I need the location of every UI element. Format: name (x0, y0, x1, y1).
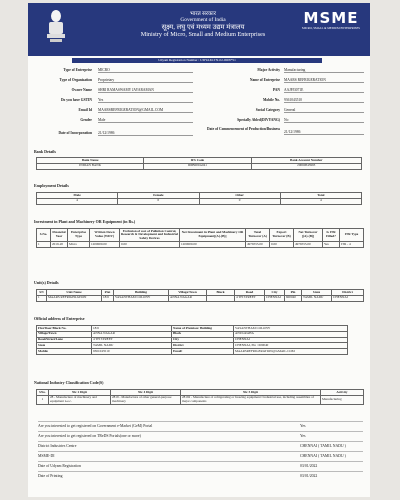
table-cell: VASANTHAM COLONY (114, 295, 169, 301)
bank-table (36, 157, 362, 170)
detail-value: MICRO (98, 68, 193, 73)
msme-logo (299, 10, 363, 36)
detail-label: Date of Incorporation (58, 131, 92, 135)
address-section-title: Official address of Enterprise (34, 316, 85, 321)
address-label: Name of Premises/ Building (172, 326, 234, 332)
column-header: Enterprise Type (68, 229, 90, 242)
address-value: 18/6 (92, 326, 172, 332)
detail-value: Proprietary (98, 78, 193, 83)
column-header: Nic 4 Digit (111, 390, 181, 396)
address-value: CHENNAI (234, 337, 348, 343)
table-cell: Micro (68, 242, 90, 248)
column-header: Female (118, 193, 199, 199)
column-header: SN (37, 290, 47, 296)
table-row (37, 295, 364, 301)
info-answer: CHENNAI ( TAMIL NADU ) (300, 454, 346, 458)
table-cell: ANNA NAGAR (169, 295, 207, 301)
nic-table (36, 389, 364, 405)
table-cell: Yes (323, 242, 340, 248)
column-header: Village/Town (169, 290, 207, 296)
column-header: Unit Name (47, 290, 102, 296)
column-header: SNo. (37, 390, 49, 396)
column-header: Other (199, 193, 280, 199)
detail-value: 21/12/1986 (98, 131, 193, 136)
column-header: Total (280, 193, 361, 199)
table-cell: 1200000.00 (90, 242, 120, 248)
table-cell: 0.00 (120, 242, 180, 248)
detail-label: PAN (272, 88, 280, 92)
address-label: City (172, 337, 234, 343)
table-cell: Manufacturing (321, 395, 364, 405)
certificate-header (28, 3, 370, 56)
info-question: District Industries Centre (38, 444, 77, 448)
detail-value: Yes (98, 98, 193, 103)
column-header: Block (207, 290, 235, 296)
table-cell: ITR - 4 (340, 242, 364, 248)
address-label: District (172, 343, 234, 349)
units-section-title: Unit(s) Details (34, 280, 59, 285)
table-cell: 1 (37, 295, 47, 301)
info-question: Date of Printing (38, 474, 63, 478)
table-cell: 4 (280, 198, 361, 204)
address-value: CHENNAI, Pin : 600040 (234, 343, 348, 349)
column-header: State (302, 290, 332, 296)
column-header: Road (235, 290, 265, 296)
address-value: TAMIL NADU (92, 343, 172, 349)
detail-value: Manufacturing (284, 68, 364, 73)
column-header: Net Turnover [(A)-(B)] (294, 229, 323, 242)
column-header: Financial Year (51, 229, 68, 242)
table-cell: CHENNAI (265, 295, 285, 301)
info-row (38, 471, 363, 479)
info-answer: Yes (300, 434, 306, 438)
table-cell: 0 (118, 198, 199, 204)
employment-section-title: Employment Details (34, 183, 69, 188)
info-question: Date of Udyam Registration (38, 464, 81, 468)
column-header: Activity (321, 390, 364, 396)
table-cell: CHENNAI (332, 295, 364, 301)
detail-label: Gender (80, 118, 92, 122)
address-label: State (37, 343, 92, 349)
info-answer: 03/01/2022 (300, 474, 318, 478)
units-table (36, 289, 364, 302)
detail-value: 9361043510 (284, 98, 364, 103)
ministry-english: Ministry of Micro, Small and Medium Enterprises (140, 31, 266, 39)
table-cell: 28192 - Manufacture of refrigerating or freezing equipment f industrial use, including assemblies of major components (181, 395, 321, 405)
msme-logo-mark: MSME (303, 9, 359, 27)
investment-table (36, 228, 364, 248)
detail-label: Mobile No. (263, 98, 280, 102)
info-answer: 03/01/2022 (300, 464, 318, 468)
investment-section-title: Investment in Plant and Machinery OR Equipment (in Rs.) (34, 219, 136, 224)
column-header: Export Turnover (B) (270, 229, 294, 242)
table-cell: 1 (37, 395, 49, 405)
table-cell: TAMIL NADU (302, 295, 332, 301)
column-header: Is ITR Filled? (323, 229, 340, 242)
detail-label: Social Category (255, 108, 280, 112)
table-row (37, 198, 362, 204)
national-emblem-icon (44, 8, 68, 44)
address-label: Mobile (37, 349, 92, 355)
info-row (38, 441, 363, 449)
table-cell: 0.00 (270, 242, 294, 248)
table-cell: 4 (37, 198, 118, 204)
info-row (38, 431, 363, 439)
column-header: Pin (285, 290, 302, 296)
info-row (38, 461, 363, 469)
table-cell: 2819 - Manufacture of other general-purpose machinery (111, 395, 181, 405)
ministry-hindi: सूक्ष्म, लघु एवं मध्यम उद्यम मंत्रालय (161, 23, 245, 31)
info-question: MSME-DI (38, 454, 55, 458)
column-header: Male (37, 193, 118, 199)
detail-label: Type of Enterprise (63, 68, 92, 72)
udyam-certificate (28, 3, 370, 497)
info-row (38, 451, 363, 459)
column-header: Flat (102, 290, 114, 296)
column-header: Nic 2 Digit (49, 390, 111, 396)
detail-value: MAARS REFRIGERATION (284, 78, 364, 83)
column-header: Bank Name (37, 158, 144, 164)
govt-hindi: भारत सरकार (190, 11, 216, 17)
detail-label: Specially Abled(DIVYANG) (237, 118, 280, 122)
table-cell: 0 (199, 198, 280, 204)
table-row (37, 395, 364, 405)
column-header: Exclusion of cost of Pollution Control, Research & Development and Industrial Safety Devices (121, 228, 178, 241)
column-header: Net Investment in Plant and Machinery OR Equipment[(A)-(B)] (180, 229, 246, 242)
table-header-row (37, 229, 364, 242)
table-cell: 4 TH STREET (235, 295, 265, 301)
table-row (37, 163, 362, 169)
detail-value: 21/12/1986 (284, 130, 364, 135)
table-cell: 4976555.00 (246, 242, 270, 248)
detail-value: Male (98, 118, 193, 123)
info-answer: CHENNAI ( TAMIL NADU ) (300, 444, 346, 448)
table-cell: 2019-20 (51, 242, 68, 248)
column-header: Written Down Value (WDV) (90, 229, 120, 242)
detail-value: SHRI RAMASWAMY JAYARAMAN (98, 88, 193, 93)
table-cell: 28 - Manufacture of machinery and equipment n.e.c. (49, 395, 111, 405)
employment-table (36, 192, 362, 205)
address-label: Village/Town (37, 331, 92, 337)
table-cell: IDIB000A041 (144, 163, 251, 169)
detail-label: Email Id (78, 108, 92, 112)
table-row (37, 242, 364, 248)
table-cell: INDIAN BANK (37, 163, 144, 169)
detail-value: General (284, 108, 364, 113)
table-row (37, 349, 348, 355)
detail-label: Name of Enterprise (249, 78, 280, 82)
address-value: MAARSREFRIGERATION@GMAIL.COM (234, 349, 348, 355)
info-question: Are you interested to get registered on Government e-Market (GeM) Portal (38, 424, 153, 428)
address-value: VASANTHAM COLONY (234, 326, 348, 332)
detail-label: Owner Name (71, 88, 92, 92)
info-answer: Yes (300, 424, 306, 428)
table-cell: 20060843993 (251, 163, 362, 169)
column-header: IFS Code (144, 158, 251, 164)
table-cell: 18/6 (102, 295, 114, 301)
govt-english: Government of India (180, 17, 226, 24)
msme-logo-sub: MICRO, SMALL & MEDIUM ENTERPRISES (302, 26, 360, 31)
address-value: ANUGRAHA (234, 331, 348, 337)
detail-label: Major Activity (257, 68, 280, 72)
table-cell: 1200000.00 (180, 242, 246, 248)
address-label: Block (172, 331, 234, 337)
detail-value: AAJPJ3071E (284, 88, 364, 93)
address-label: Flat/Door/Block No. (37, 326, 92, 332)
bank-section-title: Bank Details (34, 149, 56, 154)
detail-label: Do you have GSTIN (60, 98, 92, 102)
table-cell: 1 (37, 242, 51, 248)
column-header: ITR Type (340, 229, 364, 242)
address-value: 9361043510 (92, 349, 172, 355)
table-cell (207, 295, 235, 301)
nic-section-title: National Industry Classification Code(S) (34, 380, 104, 385)
detail-label: Type of Organisation (59, 78, 92, 82)
detail-value: MAARSREFRIGERATION@GMAIL.COM (98, 108, 193, 113)
table-cell: MAARS REFRIGERATION (47, 295, 102, 301)
address-value: ANNA NAGAR (92, 331, 172, 337)
column-header: S.No. (37, 229, 51, 242)
address-label: Email: (172, 349, 234, 355)
column-header: City (265, 290, 285, 296)
info-row (38, 421, 363, 429)
column-header: Total Turnover (A) (246, 229, 270, 242)
address-label: Road/Street/Lane (37, 337, 92, 343)
table-cell: 4976555.00 (294, 242, 323, 248)
info-question: Are you interested to get registered on TReDS Portals(one or more) (38, 434, 141, 438)
detail-value: No (284, 118, 364, 123)
registration-number: Udyam Registration Number : UDYAM-TN-02-0008*51 (72, 58, 322, 63)
column-header: District (332, 290, 364, 296)
column-header: Building (114, 290, 169, 296)
address-value: 4 TH STREET (92, 337, 172, 343)
address-table (36, 325, 348, 355)
column-header: Nic 5 Digit (181, 390, 321, 396)
table-cell: 600040 (285, 295, 302, 301)
column-header: Bank Account Number (251, 158, 362, 164)
detail-label: Date of Commencement of Production/Business (207, 127, 280, 131)
